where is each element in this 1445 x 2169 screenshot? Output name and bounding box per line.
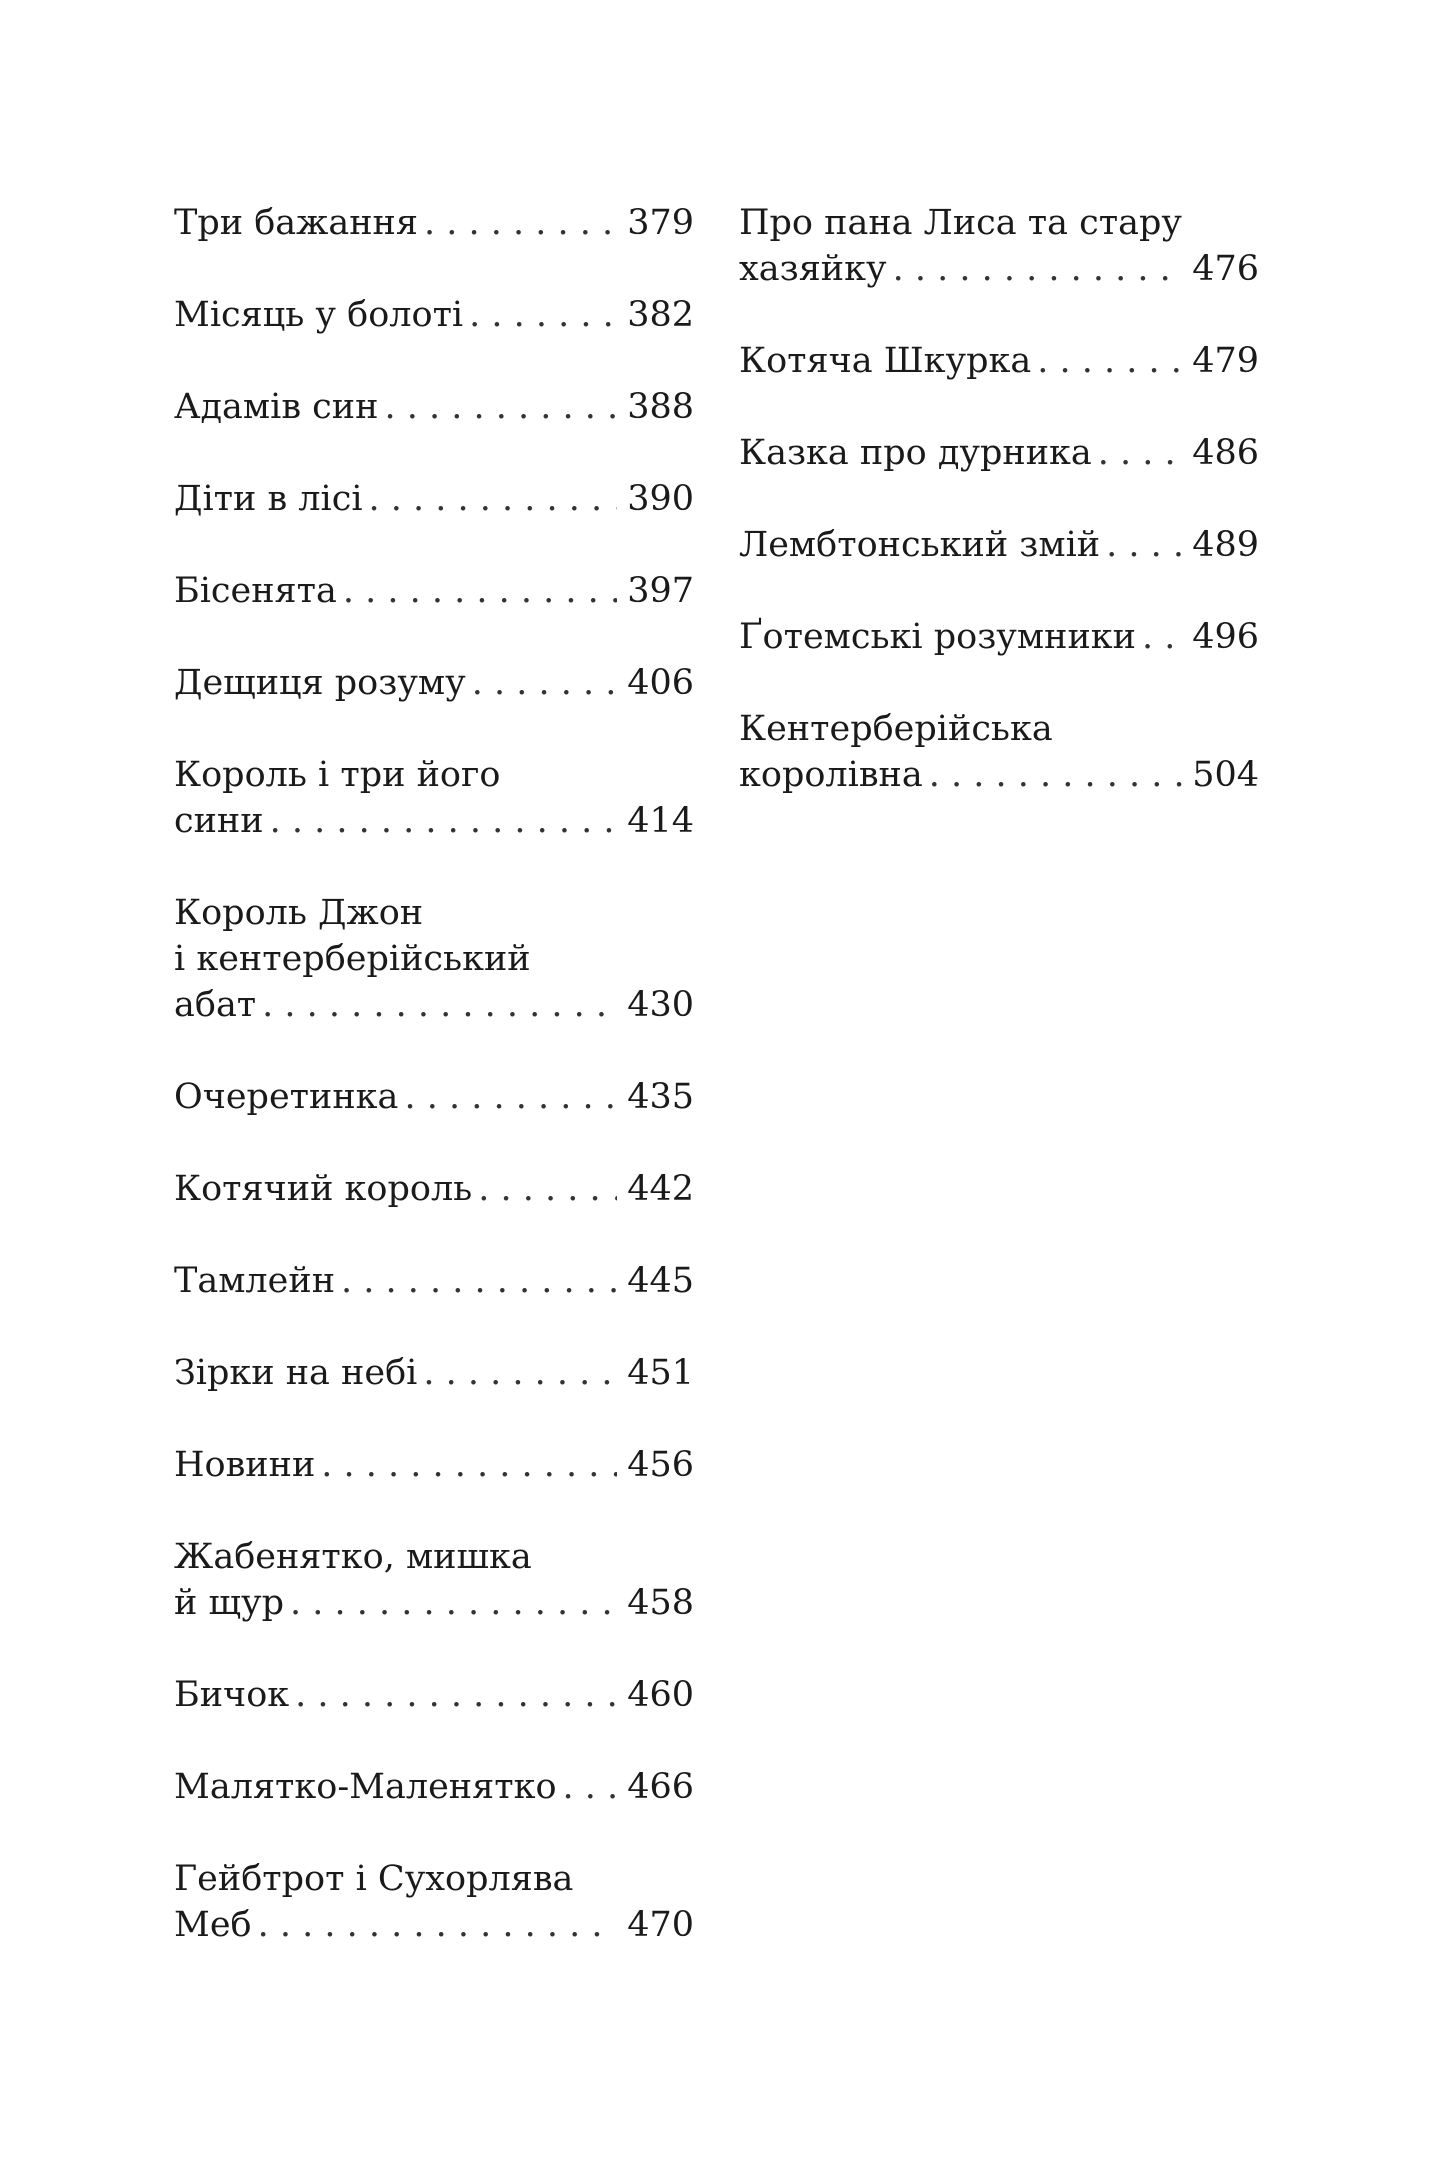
toc-entry-row (174, 660, 694, 706)
toc-page-number: 445 (627, 1261, 694, 1301)
toc-page-number: 442 (627, 1169, 694, 1209)
toc-page-number: 486 (1192, 433, 1259, 473)
toc-entry-row (174, 476, 694, 522)
toc-entry-row (174, 568, 694, 614)
toc-entry-title: Лембтонський змій (739, 525, 1101, 565)
dot-leader (270, 798, 618, 844)
toc-entry (739, 430, 1259, 476)
toc-entry (174, 1856, 694, 1948)
toc-entry-row (174, 1074, 694, 1120)
toc-entry-title-line: і кентерберійський (174, 939, 531, 979)
toc-entry-row (739, 338, 1259, 384)
toc-entry-title: Місяць у болоті (174, 295, 464, 335)
toc-entry-title-line: Кентерберійська (739, 709, 1053, 749)
dot-leader (369, 476, 618, 522)
toc-page-number: 382 (627, 295, 694, 335)
toc-page-number: 466 (627, 1767, 694, 1807)
toc-entry-row (174, 200, 694, 246)
toc-entry (739, 200, 1259, 292)
toc-entry-title: Бичок (174, 1675, 290, 1715)
toc-entry-title-line: Король і три його (174, 755, 501, 795)
toc-page-number: 458 (627, 1583, 694, 1623)
toc-entry-title: абат (174, 985, 257, 1025)
toc-page-number: 451 (627, 1353, 694, 1393)
toc-page-number: 496 (1192, 617, 1259, 657)
dot-leader (469, 292, 617, 338)
toc-entry-row (739, 614, 1259, 660)
dot-leader (1037, 338, 1182, 384)
dot-leader (929, 752, 1182, 798)
dot-leader (1106, 522, 1182, 568)
toc-entry (174, 1350, 694, 1396)
toc-entry-row (174, 798, 694, 844)
toc-entry-row (174, 1258, 694, 1304)
toc-entry (174, 1534, 694, 1626)
toc-entry (174, 660, 694, 706)
toc-entry-title: Котячий король (174, 1169, 473, 1209)
toc-entry-title: Очеретинка (174, 1077, 399, 1117)
toc-page-number: 456 (627, 1445, 694, 1485)
dot-leader (341, 1258, 617, 1304)
toc-entry-title: королівна (739, 755, 923, 795)
toc-entry (174, 1074, 694, 1120)
toc-entry-title-line: Король Джон (174, 893, 424, 933)
dot-leader (343, 568, 617, 614)
toc-entry-row (739, 430, 1259, 476)
toc-entry-title: Зірки на небі (174, 1353, 418, 1393)
toc-page-number: 430 (627, 985, 694, 1025)
toc-entry-row (174, 1902, 694, 1948)
toc-entry-row (174, 1166, 694, 1212)
toc-entry-title: Меб (174, 1905, 252, 1945)
toc-page-number: 460 (627, 1675, 694, 1715)
dot-leader (384, 384, 617, 430)
toc-entry-title: й щур (174, 1583, 284, 1623)
toc-entry (174, 1166, 694, 1212)
toc-entry-row (174, 1350, 694, 1396)
toc-page-number: 390 (627, 479, 694, 519)
toc-page-number: 406 (627, 663, 694, 703)
toc-entry (174, 200, 694, 246)
toc-entry-title-line: Жабенятко, мишка (174, 1537, 532, 1577)
toc-page-number: 489 (1192, 525, 1259, 565)
dot-leader (258, 1902, 618, 1948)
toc-entry-title: Ґотемські розумники (739, 617, 1136, 657)
toc-page-number: 470 (627, 1905, 694, 1945)
toc-entry (174, 384, 694, 430)
dot-leader (290, 1580, 617, 1626)
toc-page-number: 504 (1192, 755, 1259, 795)
toc-page-number: 397 (627, 571, 694, 611)
toc-entry (174, 752, 694, 844)
toc-entry-row (174, 1442, 694, 1488)
dot-leader (262, 982, 617, 1028)
dot-leader (321, 1442, 617, 1488)
toc-right-column (739, 200, 1259, 844)
toc-entry-title: Три бажання (174, 203, 418, 243)
toc-entry-title: Казка про дурника (739, 433, 1092, 473)
toc-entry (174, 292, 694, 338)
toc-entry-row (174, 292, 694, 338)
toc-entry (739, 614, 1259, 660)
toc-entry-title: Новини (174, 1445, 316, 1485)
toc-entry (174, 476, 694, 522)
toc-entry-title: Дещиця розуму (174, 663, 466, 703)
toc-entry (174, 1764, 694, 1810)
dot-leader (893, 246, 1183, 292)
toc-entry-row (174, 384, 694, 430)
toc-page-number: 379 (627, 203, 694, 243)
toc-entry (174, 568, 694, 614)
toc-page-number: 476 (1192, 249, 1259, 289)
toc-entry (739, 706, 1259, 798)
toc-entry-row (174, 982, 694, 1028)
toc-entry-title: Котяча Шкурка (739, 341, 1032, 381)
toc-entry-row (739, 246, 1259, 292)
dot-leader (424, 200, 617, 246)
dot-leader (472, 660, 617, 706)
toc-page-number: 388 (627, 387, 694, 427)
toc-left-column (174, 200, 694, 1994)
dot-leader (295, 1672, 617, 1718)
toc-page-number: 479 (1192, 341, 1259, 381)
dot-leader (404, 1074, 617, 1120)
toc-entry-title: Діти в лісі (174, 479, 363, 519)
toc-entry-row (174, 1672, 694, 1718)
dot-leader (423, 1350, 617, 1396)
toc-entry-title: Малятко-Маленятко (174, 1767, 557, 1807)
toc-page-number: 435 (627, 1077, 694, 1117)
toc-entry (174, 1442, 694, 1488)
toc-entry-row (174, 1764, 694, 1810)
dot-leader (1098, 430, 1182, 476)
toc-entry-title: хазяйку (739, 249, 887, 289)
dot-leader (478, 1166, 617, 1212)
toc-entry-title: Бісенята (174, 571, 337, 611)
toc-entry-row (174, 1580, 694, 1626)
toc-entry-title-line: Гейбтрот і Сухорлява (174, 1859, 574, 1899)
dot-leader (1142, 614, 1182, 660)
dot-leader (563, 1764, 618, 1810)
toc-entry (739, 522, 1259, 568)
toc-entry (174, 1672, 694, 1718)
toc-entry-title-line: Про пана Лиса та стару (739, 203, 1182, 243)
toc-entry (174, 890, 694, 1028)
toc-entry-title: Адамів син (174, 387, 379, 427)
toc-entry-row (739, 522, 1259, 568)
toc-entry (174, 1258, 694, 1304)
toc-entry-row (739, 752, 1259, 798)
toc-entry-title: сини (174, 801, 264, 841)
toc-entry (739, 338, 1259, 384)
toc-page-number: 414 (627, 801, 694, 841)
toc-entry-title: Тамлейн (174, 1261, 336, 1301)
